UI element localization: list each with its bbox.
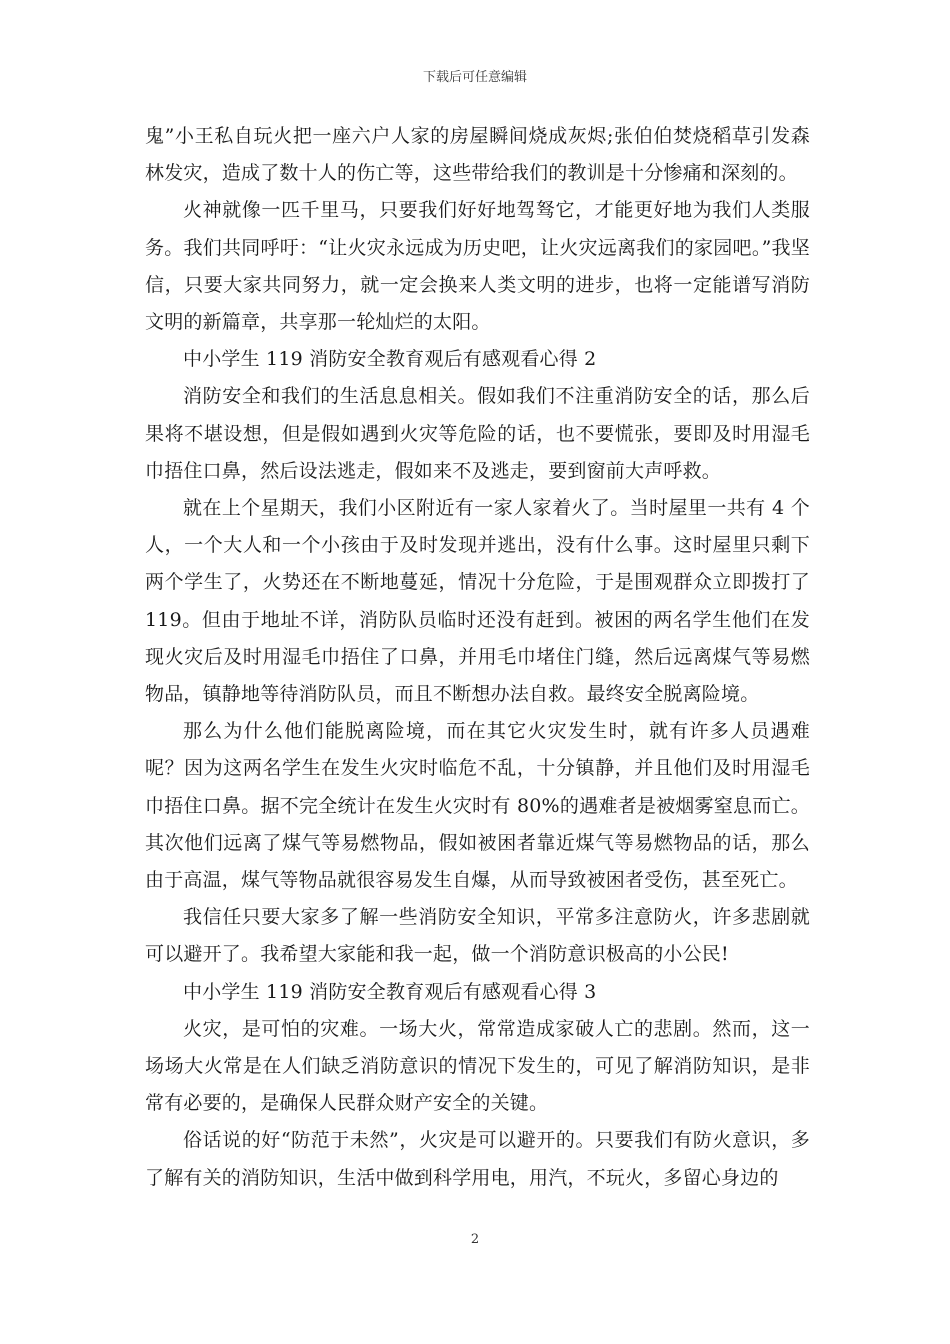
paragraph: 火灾，是可怕的灾难。一场大火，常常造成家破人亡的悲剧。然而，这一场场大火常是在人们缺乏消防意识的情况下发生的，可见了解消防知识，是非常有必要的，是确保人民群众财产安全的关键。	[145, 1017, 810, 1115]
paragraph: 就在上个星期天，我们小区附近有一家人家着火了。当时屋里一共有 4 个人，一个大人和一个小孩由于及时发现并逃出，没有什么事。这时屋里只剩下两个学生了，火势还在不断地蔓延，情况十分危险，于是围观群众立即拨打了 119。但由于地址不详，消防队员临时还没有赶到。被困的两名学生他们在发现火灾后及时用湿毛巾捂住了口鼻，并用毛巾堵住门缝，然后远离煤气等易燃物品，镇静地等待消防队员，而且不断想办法自救。最终安全脱离险境。	[145, 497, 810, 706]
section-heading: 中小学生 119 消防安全教育观后有感观看心得 3	[183, 980, 597, 1003]
section-heading: 中小学生 119 消防安全教育观后有感观看心得 2	[183, 348, 597, 371]
paragraph: 俗话说的好“防范于未然”，火灾是可以避开的。只要我们有防火意识，多了解有关的消防知识，生活中做到科学用电，用汽，不玩火，多留心身边的	[145, 1129, 810, 1189]
paragraph-continuation: 鬼”小王私自玩火把一座六户人家的房屋瞬间烧成灰烬;张伯伯焚烧稻草引发森林发灾，造成了数十人的伤亡等，这些带给我们的教训是十分惨痛和深刻的。	[145, 125, 810, 185]
paragraph: 火神就像一匹千里马，只要我们好好地驾驽它，才能更好地为我们人类服务。我们共同呼吁：“让火灾永远成为历史吧，让火灾远离我们的家园吧。”我坚信，只要大家共同努力，就一定会换来人类文明的进步，也将一定能谱写消防文明的新篇章，共享那一轮灿烂的太阳。	[145, 199, 810, 334]
page-number: 2	[470, 1232, 480, 1247]
document-body	[145, 118, 810, 1197]
paragraph: 消防安全和我们的生活息息相关。假如我们不注重消防安全的话，那么后果将不堪设想，但是假如遇到火灾等危险的话，也不要慌张，要即及时用湿毛巾捂住口鼻，然后设法逃走，假如来不及逃走，要到窗前大声呼救。	[145, 385, 810, 482]
paragraph: 我信任只要大家多了解一些消防安全知识，平常多注意防火，许多悲剧就可以避开了。我希望大家能和我一起，做一个消防意识极高的小公民!	[145, 906, 810, 966]
paragraph: 那么为什么他们能脱离险境，而在其它火灾发生时，就有许多人员遇难呢？因为这两名学生在发生火灾时临危不乱，十分镇静，并且他们及时用湿毛巾捂住口鼻。据不完全统计在发生火灾时有 80%的遇难者是被烟雾窒息而亡。其次他们远离了煤气等易燃物品，假如被困者靠近煤气等易燃物品的话，那么由于高温，煤气等物品就很容易发生自爆，从而导致被困者受伤，甚至死亡。	[145, 720, 810, 892]
page-header: 下载后可任意编辑	[422, 70, 527, 85]
